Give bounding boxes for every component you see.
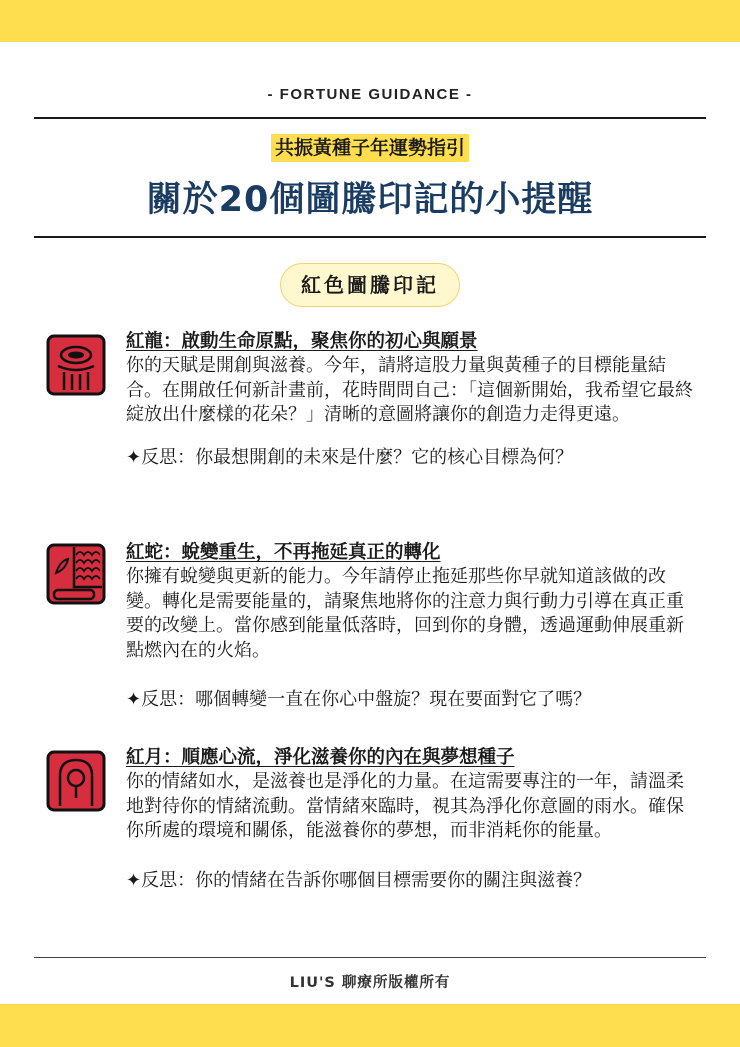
section-reflection: ✦反思：你最想開創的未來是什麼？它的核心目標為何？ [126,446,574,468]
section-heading: 紅蛇：蛻變重生，不再拖延真正的轉化 [126,542,441,563]
red-moon-glyph-icon [46,750,106,812]
divider-title [34,236,706,238]
section-body: 你擁有蛻變與更新的能力。今年請停止拖延那些你早就知道該做的改變。轉化是需要能量的，請聚焦地將你的注意力與行動力引導在真正重要的改變上。當你感到能量低落時，回到你的身體，透過運動伸展重新點燃內在的火焰。 [126,566,684,661]
category-badge: 紅色圖騰印記 [280,263,460,307]
section-reflection: ✦反思：哪個轉變一直在你心中盤旋？現在要面對它了嗎？ [126,689,592,710]
copyright-footer: LIU'S 聊療所版權所有 [289,975,451,991]
red-dragon-glyph-icon [46,334,106,396]
section-reflection: ✦反思：你的情緒在告訴你哪個目標需要你的關注與滋養？ [126,869,592,891]
divider-footer [34,957,706,958]
page-subtitle: 共振黃種子年運勢指引 [271,134,469,162]
section-body: 你的情緒如水，是滋養也是淨化的力量。在這需要專注的一年，請溫柔地對待你的情緒流動。當情緒來臨時，視其為淨化你意圖的雨水。確保你所處的環境和關係，能滋養你的夢想，而非消耗你的能量。 [126,771,684,841]
divider-top [34,117,706,119]
red-serpent-glyph-icon [46,543,106,605]
section-heading: 紅月：順應心流，淨化滋養你的內在與夢想種子 [126,747,515,768]
page-title: 關於20個圖騰印記的小提醒 [146,180,594,220]
section-body: 你的天賦是開創與滋養。今年，請將這股力量與黃種子的目標能量結合。在開啟任何新計畫前，花時間問自己：「這個新開始，我希望它最終綻放出什麼樣的花朵？」清晰的意圖將讓你的創造力走得更遠。 [126,355,693,425]
eyebrow-label: - FORTUNE GUIDANCE - [267,86,473,103]
section-heading: 紅龍：啟動生命原點，聚焦你的初心與願景 [126,331,478,352]
bottom-color-band [0,1004,740,1047]
top-color-band [0,0,740,42]
